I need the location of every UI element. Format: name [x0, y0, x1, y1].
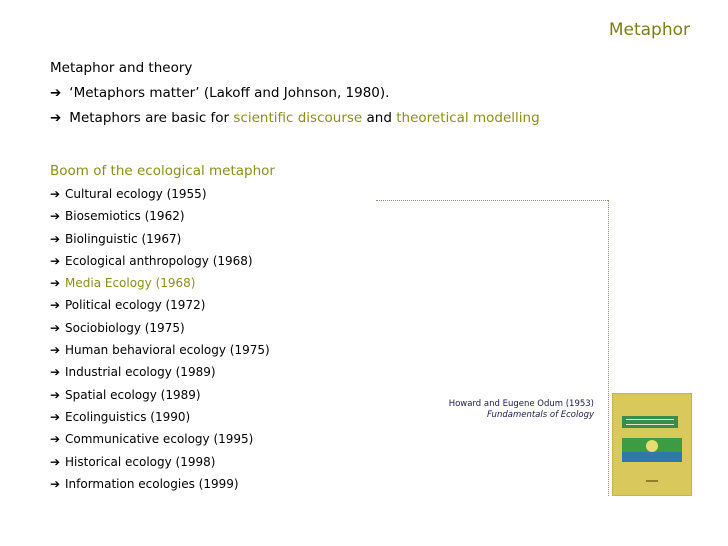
arrow-icon: ➔	[50, 85, 62, 101]
arrow-icon: ➔	[50, 343, 61, 358]
list-item	[50, 208, 270, 230]
list-item	[50, 186, 270, 208]
list-item	[50, 409, 270, 431]
point-1-text: ‘Metaphors matter’ (Lakoff and Johnson, 1980).	[69, 85, 390, 101]
arrow-icon: ➔	[50, 476, 61, 491]
book-cover-publisher-mark	[646, 480, 658, 482]
arrow-icon: ➔	[50, 387, 61, 402]
list-item	[50, 231, 270, 253]
book-cover-title-band	[622, 416, 678, 428]
book-cover-sun-icon	[646, 440, 658, 452]
book-cover-emblem-water	[622, 452, 682, 462]
caption-authors: Howard and Eugene Odum (1953)	[448, 399, 594, 409]
arrow-icon: ➔	[50, 298, 61, 313]
arrow-icon: ➔	[50, 454, 61, 469]
list-item-label: Sociobiology (1975)	[65, 320, 185, 335]
list-item	[50, 342, 270, 364]
list-item	[50, 364, 270, 386]
arrow-icon: ➔	[50, 231, 61, 246]
list-item	[50, 297, 270, 319]
arrow-icon: ➔	[50, 365, 61, 380]
list-item-label: Political ecology (1972)	[65, 298, 206, 313]
point-2-middle: and	[366, 110, 392, 126]
list-item-label: Human behavioral ecology (1975)	[65, 343, 270, 358]
list-item	[50, 431, 270, 453]
list-item-label: Industrial ecology (1989)	[65, 365, 216, 380]
arrow-icon: ➔	[50, 432, 61, 447]
connector-line-vertical	[608, 200, 609, 496]
section-heading: Metaphor and theory	[50, 60, 193, 76]
boom-heading: Boom of the ecological metaphor	[50, 163, 275, 179]
point-2-prefix: Metaphors are basic for	[69, 110, 230, 126]
list-item	[50, 253, 270, 275]
theory-block	[50, 58, 540, 133]
arrow-icon: ➔	[50, 187, 61, 201]
list-item-label: Media Ecology (1968)	[65, 276, 196, 291]
list-item-label: Ecolinguistics (1990)	[65, 409, 191, 424]
arrow-icon: ➔	[50, 276, 61, 291]
list-item	[50, 476, 270, 498]
list-item-label: Ecological anthropology (1968)	[65, 253, 253, 268]
list-item-label: Biosemiotics (1962)	[65, 209, 185, 224]
list-item-label: Communicative ecology (1995)	[65, 432, 254, 447]
arrow-icon: ➔	[50, 110, 62, 126]
point-1	[50, 83, 540, 108]
ecology-list	[50, 186, 270, 498]
connector-line-horizontal	[376, 200, 608, 201]
book-cover-image	[612, 393, 692, 496]
caption-book-title: Fundamentals of Ecology	[487, 410, 594, 420]
list-item-highlighted	[50, 275, 270, 297]
list-item-label: Spatial ecology (1989)	[65, 387, 201, 402]
point-2-highlight-theoretical: theoretical modelling	[396, 110, 540, 126]
list-item	[50, 320, 270, 342]
list-item	[50, 387, 270, 409]
list-item-label: Biolinguistic (1967)	[65, 231, 182, 246]
point-2	[50, 108, 540, 133]
arrow-icon: ➔	[50, 320, 61, 335]
slide-title: Metaphor	[608, 20, 690, 40]
book-caption	[449, 399, 594, 421]
list-item-label: Historical ecology (1998)	[65, 454, 216, 469]
list-item-label: Cultural ecology (1955)	[65, 187, 207, 201]
arrow-icon: ➔	[50, 209, 61, 224]
list-item	[50, 454, 270, 476]
list-item-label: Information ecologies (1999)	[65, 476, 239, 491]
point-2-highlight-scientific: scientific discourse	[233, 110, 363, 126]
arrow-icon: ➔	[50, 409, 61, 424]
arrow-icon: ➔	[50, 253, 61, 268]
